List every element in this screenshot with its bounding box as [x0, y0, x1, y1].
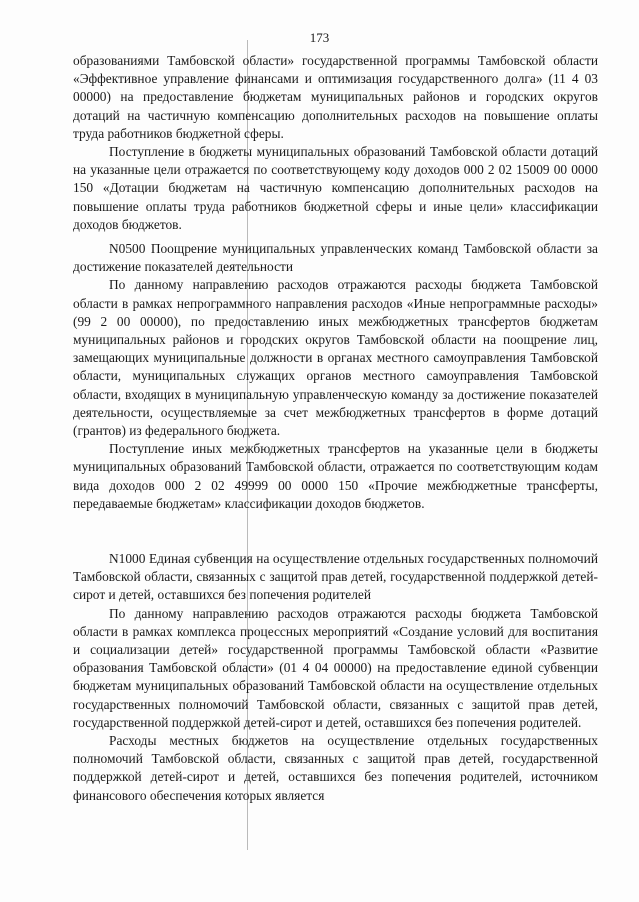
- paragraph-continuation: образованиями Тамбовской области» государственной программы Тамбовской области «Эффективное управление финансами и оптимизация государственного долга» (11 4 03 00000) на предоставление бюджетам муниципальных районов и городских округов дотаций на частичную компенсацию дополнительных расходов на повышение оплаты труда работников бюджетной сферы.: [73, 53, 598, 141]
- heading-n1000: N1000 Единая субвенция на осуществление отдельных государственных полномочий Тамбовской области, связанных с защитой прав детей, государственной поддержкой детей-сирот и детей, оставшихся без попечения родителей: [73, 551, 598, 603]
- heading-n0500: N0500 Поощрение муниципальных управленческих команд Тамбовской области за достижение показателей деятельности: [73, 241, 598, 275]
- paragraph-n0500-expenses: По данному направлению расходов отражаются расходы бюджета Тамбовской области в рамках непрограммного направления расходов «Иные непрограммные расходы» (99 2 00 00000), по предоставлению иных межбюджетных трансфертов бюджетам муниципальных районов и городских округов Тамбовской области на поощрение лиц, замещающих муниципальные должности в органах местного самоуправления Тамбовской области, муниципальных служащих органов местного самоуправления Тамбовской области, входящих в муниципальную управленческую команду за достижение показателей деятельности, осуществляемые за счет межбюджетных трансфертов в форме дотаций (грантов) из федерального бюджета.: [73, 277, 598, 439]
- page-number: 173: [309, 30, 330, 45]
- paragraph-local-expenses: Расходы местных бюджетов на осуществление отдельных государственных полномочий Тамбовской области, связанных с защитой прав детей, государственной поддержкой детей-сирот и детей, оставшихся без попечения родителей, источником финансового обеспечения которых является: [73, 733, 598, 803]
- paragraph-n1000-expenses: По данному направлению расходов отражаются расходы бюджета Тамбовской области в рамках комплекса процессных мероприятий «Создание условий для воспитания и социализации детей» государственной программы Тамбовской области «Развитие образования Тамбовской области» (01 4 04 00000) на предоставление единой субвенции бюджетам муниципальных образований Тамбовской области на осуществление отдельных государственных полномочий Тамбовской области, связанных с защитой прав детей, государственной поддержкой детей-сирот и детей, оставшихся без попечения родителей.: [73, 605, 598, 730]
- text-section-2: [73, 240, 598, 513]
- text-section-3: [73, 550, 598, 805]
- paragraph-n0500-revenue: Поступление иных межбюджетных трансфертов на указанные цели в бюджеты муниципальных образований Тамбовской области, отражается по соответствующим кодам вида доходов 000 2 02 49999 00 0000 150 «Прочие межбюджетные трансферты, передаваемые бюджетам» классификации доходов бюджетов.: [73, 441, 598, 511]
- paragraph-revenue-dotations: Поступление в бюджеты муниципальных образований Тамбовской области дотаций на указанные цели отражается по соответствующему коду доходов 000 2 02 15009 00 0000 150 «Дотации бюджетам на частичную компенсацию дополнительных расходов на повышение оплаты труда работников бюджетной сферы и иные цели» классификации доходов бюджетов.: [73, 144, 598, 232]
- text-section-1: [73, 52, 598, 234]
